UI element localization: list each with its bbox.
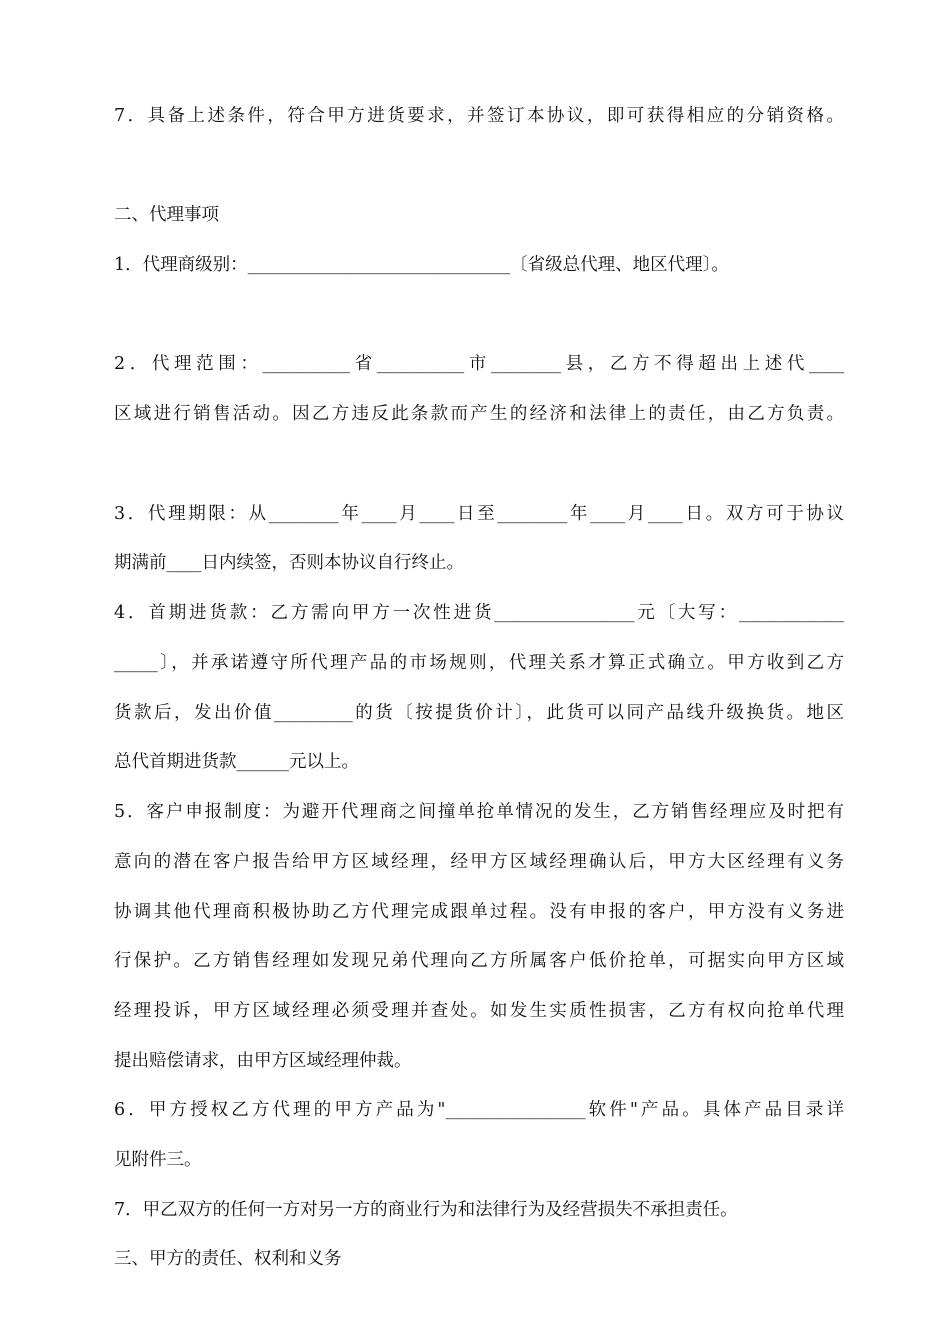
clause-2-6-authorized-products-line1: 6．甲方授权乙方代理的甲方产品为"________________软件"产品。具体产品目录详 — [114, 1100, 844, 1120]
clause-2-3-agent-term-line2: 期满前____日内续签，否则本协议自行终止。 — [114, 553, 464, 573]
clause-2-5-customer-report-line2: 意向的潜在客户报告给甲方区域经理，经甲方区域经理确认后，甲方大区经理有义务 — [114, 852, 844, 872]
clause-2-4-initial-payment-line2: _____〕，并承诺遵守所代理产品的市场规则，代理关系才算正式确立。甲方收到乙方 — [114, 653, 844, 673]
clause-2-5-customer-report-line3: 协调其他代理商积极协助乙方代理完成跟单过程。没有申报的客户，甲方没有义务进 — [114, 902, 844, 922]
clause-2-7-liability: 7．甲乙双方的任何一方对另一方的商业行为和法律行为及经营损失不承担责任。 — [114, 1200, 738, 1220]
clause-2-2-agent-scope-line1: 2．代理范围：__________省__________市________县，乙方不得超出上述代____ — [114, 354, 844, 374]
section-2-heading: 二、代理事项 — [114, 205, 219, 225]
clause-7-qualification: 7．具备上述条件，符合甲方进货要求，并签订本协议，即可获得相应的分销资格。 — [114, 106, 844, 126]
clause-2-5-customer-report-line1: 5．客户申报制度：为避开代理商之间撞单抢单情况的发生，乙方销售经理应及时把有 — [114, 802, 844, 822]
section-3-heading: 三、甲方的责任、权利和义务 — [114, 1249, 342, 1269]
clause-2-6-authorized-products-line2: 见附件三。 — [114, 1150, 202, 1170]
clause-2-1-agent-level: 1．代理商级别：______________________________〔省级总代理、地区代理〕。 — [114, 255, 729, 275]
clause-2-5-customer-report-line5: 经理投诉，甲方区域经理必须受理并查处。如发生实质性损害，乙方有权向抢单代理 — [114, 1001, 844, 1021]
clause-2-4-initial-payment-line1: 4．首期进货款：乙方需向甲方一次性进货________________元〔大写：____________ — [114, 603, 844, 623]
clause-2-4-initial-payment-line4: 总代首期进货款______元以上。 — [114, 752, 359, 772]
clause-2-2-agent-scope-line2: 区域进行销售活动。因乙方违反此条款而产生的经济和法律上的责任，由乙方负责。 — [114, 404, 844, 424]
clause-2-5-customer-report-line4: 行保护。乙方销售经理如发现兄弟代理向乙方所属客户低价抢单，可据实向甲方区域 — [114, 951, 844, 971]
clause-2-5-customer-report-line6: 提出赔偿请求，由甲方区域经理仲裁。 — [114, 1051, 412, 1071]
clause-2-3-agent-term-line1: 3．代理期限：从________年____月____日至________年____月____日。双方可于协议 — [114, 504, 844, 524]
clause-2-4-initial-payment-line3: 货款后，发出价值_________的货〔按提货价计〕，此货可以同产品线升级换货。地区 — [114, 703, 844, 723]
